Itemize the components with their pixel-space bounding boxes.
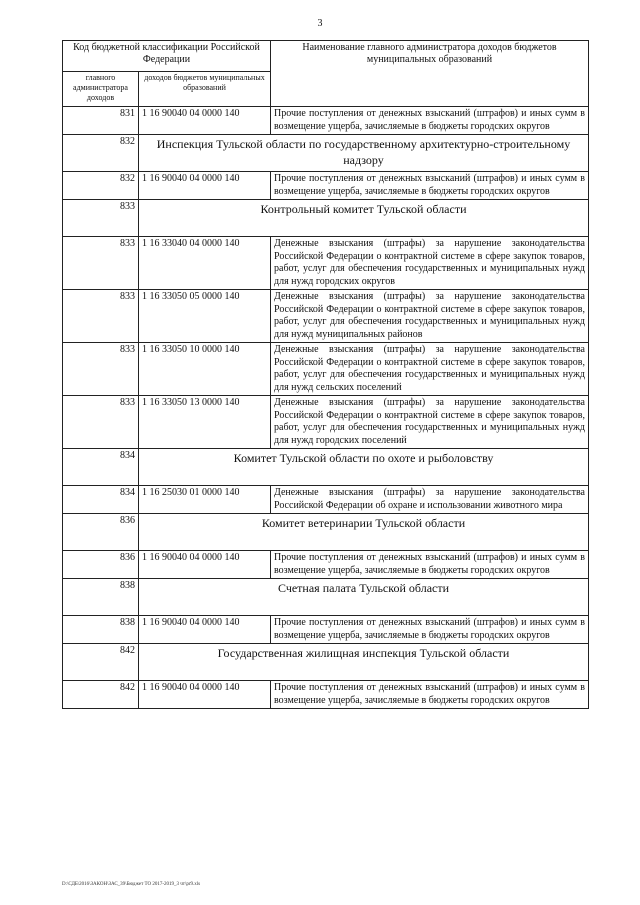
admin-code: 833 — [63, 237, 139, 290]
admin-code: 833 — [63, 343, 139, 396]
admin-code: 836 — [63, 514, 139, 551]
income-name: Прочие поступления от денежных взысканий (штрафов) и иных сумм в возмещение ущерба, зачисляемые в бюджеты городских округов — [271, 616, 589, 644]
admin-code: 842 — [63, 644, 139, 681]
admin-code: 834 — [63, 486, 139, 514]
administrator-name: Комитет ветеринарии Тульской области — [139, 514, 589, 551]
admin-code: 833 — [63, 290, 139, 343]
income-name: Прочие поступления от денежных взысканий (штрафов) и иных сумм в возмещение ущерба, зачисляемые в бюджеты городских округов — [271, 107, 589, 135]
page-number: 3 — [317, 18, 323, 29]
income-code: 1 16 90040 04 0000 140 — [139, 616, 271, 644]
administrator-name: Государственная жилищная инспекция Тульской области — [139, 644, 589, 681]
income-code: 1 16 33050 13 0000 140 — [139, 396, 271, 449]
table-row — [63, 486, 589, 514]
table-row — [63, 237, 589, 290]
income-name: Денежные взыскания (штрафы) за нарушение законодательства Российской Федерации об охране и использовании животного мира — [271, 486, 589, 514]
table-row — [63, 172, 589, 200]
administrator-name: Инспекция Тульской области по государственному архитектурно-строительному надзору — [139, 135, 589, 172]
table-row — [63, 343, 589, 396]
table-row — [63, 681, 589, 709]
admin-code: 836 — [63, 551, 139, 579]
administrator-name: Контрольный комитет Тульской области — [139, 200, 589, 237]
table-row — [63, 551, 589, 579]
admin-code: 842 — [63, 681, 139, 709]
admin-code: 832 — [63, 172, 139, 200]
header-col-income: доходов бюджетов муниципальных образований — [139, 72, 271, 107]
administrator-heading-row — [63, 644, 589, 681]
income-name: Денежные взыскания (штрафы) за нарушение законодательства Российской Федерации о контрактной системе в сфере закупок товаров, работ, услуг для обеспечения государственных и муниципальных нужд для нужд городских поселений — [271, 396, 589, 449]
income-code: 1 16 90040 04 0000 140 — [139, 107, 271, 135]
administrator-heading-row — [63, 449, 589, 486]
income-code: 1 16 25030 01 0000 140 — [139, 486, 271, 514]
admin-code: 832 — [63, 135, 139, 172]
income-name: Прочие поступления от денежных взысканий (штрафов) и иных сумм в возмещение ущерба, зачисляемые в бюджеты городских округов — [271, 681, 589, 709]
administrator-heading-row — [63, 200, 589, 237]
income-name: Денежные взыскания (штрафы) за нарушение законодательства Российской Федерации о контрактной системе в сфере закупок товаров, работ, услуг для обеспечения государственных и муниципальных нужд для нужд городских округов — [271, 237, 589, 290]
header-col-admin: главного администратора доходов — [63, 72, 139, 107]
income-name: Денежные взыскания (штрафы) за нарушение законодательства Российской Федерации о контрактной системе в сфере закупок товаров, работ, услуг для обеспечения государственных и муниципальных нужд для нужд муниципальных районов — [271, 290, 589, 343]
income-code: 1 16 33050 05 0000 140 — [139, 290, 271, 343]
income-code: 1 16 90040 04 0000 140 — [139, 551, 271, 579]
administrator-heading-row — [63, 579, 589, 616]
income-code: 1 16 90040 04 0000 140 — [139, 172, 271, 200]
income-code: 1 16 90040 04 0000 140 — [139, 681, 271, 709]
administrator-heading-row — [63, 514, 589, 551]
income-name: Прочие поступления от денежных взысканий (штрафов) и иных сумм в возмещение ущерба, зачисляемые в бюджеты городских округов — [271, 172, 589, 200]
income-code: 1 16 33040 04 0000 140 — [139, 237, 271, 290]
admin-code: 834 — [63, 449, 139, 486]
table-row — [63, 107, 589, 135]
admin-code: 833 — [63, 396, 139, 449]
admin-code: 838 — [63, 616, 139, 644]
table-row — [63, 616, 589, 644]
header-code-group: Код бюджетной классификации Российской Федерации — [63, 41, 271, 72]
file-path-footer: D:\СДБ\2016\ЗАКОН\ЗАС_39\Бюджет ТО 2017-2019_3 чт\pr9.xls — [62, 882, 201, 887]
revenue-admin-table — [62, 40, 589, 709]
administrator-heading-row — [63, 135, 589, 172]
income-name: Денежные взыскания (штрафы) за нарушение законодательства Российской Федерации о контрактной системе в сфере закупок товаров, работ, услуг для обеспечения государственных и муниципальных нужд для нужд сельских поселений — [271, 343, 589, 396]
header-name-group: Наименование главного администратора доходов бюджетов муниципальных образований — [271, 41, 589, 107]
income-code: 1 16 33050 10 0000 140 — [139, 343, 271, 396]
admin-code: 838 — [63, 579, 139, 616]
income-name: Прочие поступления от денежных взысканий (штрафов) и иных сумм в возмещение ущерба, зачисляемые в бюджеты городских округов — [271, 551, 589, 579]
table-row — [63, 290, 589, 343]
administrator-name: Счетная палата Тульской области — [139, 579, 589, 616]
admin-code: 831 — [63, 107, 139, 135]
admin-code: 833 — [63, 200, 139, 237]
administrator-name: Комитет Тульской области по охоте и рыболовству — [139, 449, 589, 486]
table-row — [63, 396, 589, 449]
